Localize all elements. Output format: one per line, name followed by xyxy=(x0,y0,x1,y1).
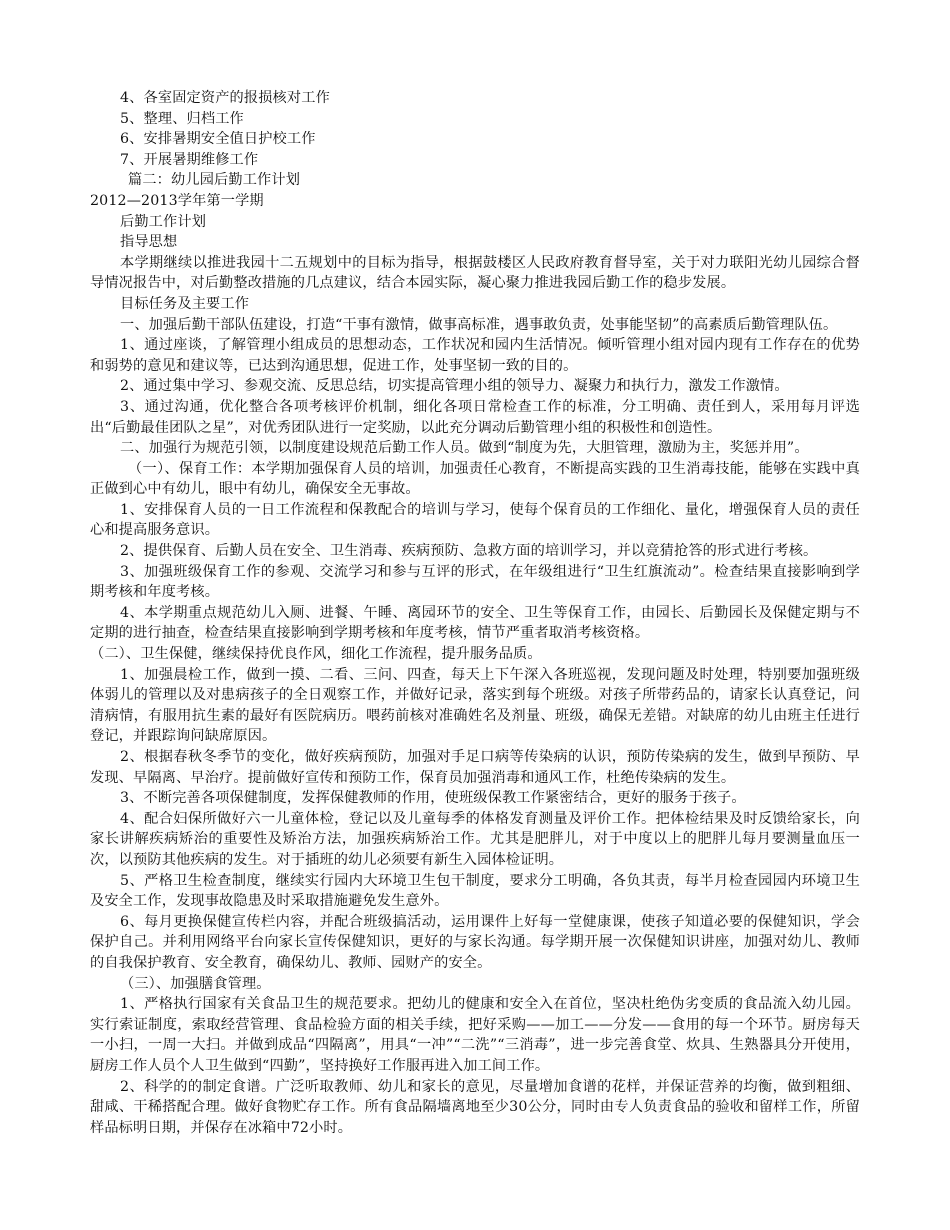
paragraph: 4、配合妇保所做好六一儿童体检，登记以及儿童每季的体格发育测量及评价工作。把体检结果及时反馈给家长，向家长讲解疾病矫治的重要性及矫治方法，加强疾病矫治工作。尤其是肥胖儿，对于中度以上的肥胖儿每月要测量血压一次，以预防其他疾病的发生。对于插班的幼儿必须要有新生入园体检证明。 xyxy=(90,810,860,868)
subsection-health: （二）、卫生保健，继续保持优良作风，细化工作流程，提升服务品质。 xyxy=(90,646,542,663)
heading-guiding-thought: 指导思想 xyxy=(120,234,178,251)
subsection-meals: （三）、加强膳食管理。 xyxy=(120,975,271,992)
list-item-4: 4、各室固定资产的报损核对工作 xyxy=(120,90,330,106)
paragraph: 二、加强行为规范引领，以制度建设规范后勤工作人员。做到“制度为先，大胆管理，激励为主，奖惩并用”。 xyxy=(120,440,809,457)
paragraph: 本学期继续以推进我园十二五规划中的目标为指导，根据鼓楼区人民政府教育督导室，关于对力联阳光幼儿园综合督导情况报告中，对后勤整改措施的几点建议，结合本园实际，凝心聚力推进我园后勤工作的稳步发展。 xyxy=(90,254,860,292)
paragraph: 5、严格卫生检查制度，继续实行园内大环境卫生包干制度，要求分工明确，各负其责，每半月检查园园内环境卫生及安全工作，发现事故隐患及时采取措施避免发生意外。 xyxy=(90,872,860,910)
list-item-6: 6、安排暑期安全值日护校工作 xyxy=(120,131,316,148)
list-item-7: 7、开展暑期维修工作 xyxy=(120,151,259,168)
paragraph: 3、通过沟通，优化整合各项考核评价机制，细化各项日常检查工作的标准，分工明确、责任到人，采用每月评选出“后勤最佳团队之星”，对优秀团队进行一定奖励，以此充分调动后勤管理小组的积极性和创造性。 xyxy=(90,398,860,436)
paragraph: 2、根据春秋冬季节的变化，做好疾病预防，加强对手足口病等传染病的认识，预防传染病的发生，做到早预防、早发现、早隔离、早治疗。提前做好宣传和预防工作，保育员加强消毒和通风工作，杜绝传染病的发生。 xyxy=(90,749,860,786)
paragraph: 3、加强班级保育工作的参观、交流学习和参与互评的形式，在年级组进行“卫生红旗流动”。检查结果直接影响到学期考核和年度考核。 xyxy=(90,563,860,601)
paragraph: 1、安排保育人员的一日工作流程和保教配合的培训与学习，使每个保育员的工作细化、量化，增强保育人员的责任心和提高服务意识。 xyxy=(90,501,860,539)
list-item-5: 5、整理、归档工作 xyxy=(120,110,244,127)
paragraph: 3、不断完善各项保健制度，发挥保健教师的作用，使班级保教工作紧密结合，更好的服务于孩子。 xyxy=(120,790,746,807)
paragraph: 1、通过座谈，了解管理小组成员的思想动态，工作状况和园内生活情况。倾听管理小组对园内现有工作存在的优势和弱势的意见和建议等，已达到沟通思想，促进工作，处事坚韧一致的目的。 xyxy=(90,337,860,374)
school-year: 2012—2013学年第一学期 xyxy=(90,192,264,209)
paragraph: 1、严格执行国家有关食品卫生的规范要求。把幼儿的健康和安全入在首位，坚决杜绝伪劣变质的食品流入幼儿园。实行索证制度，索取经营管理、食品检验方面的相关手续，把好采购——加工——分发——食用的每一个环节。厨房每天一小扫，一周一大扫。并做到成品“四隔离”，用具“一冲”“二洗”“三消毒”，进一步完善食堂、炊具、生熟器具分开使用，厨房工作人员个人卫生做到“四勤”，坚持换好工作服再进入加工间工作。 xyxy=(90,996,860,1074)
heading-goals: 目标任务及主要工作 xyxy=(120,295,250,312)
section-title-2: 篇二：幼儿园后勤工作计划 xyxy=(128,172,301,189)
paragraph: 2、提供保育、后勤人员在安全、卫生消毒、疾病预防、急救方面的培训学习，并以竞猜抢答的形式进行考核。 xyxy=(120,543,818,560)
paragraph: 1、加强晨检工作，做到一摸、二看、三问、四查，每天上下午深入各班巡视，发现问题及时处理，特别要加强班级体弱儿的管理以及对患病孩子的全日观察工作，并做好记录，落实到每个班级。对孩子所带药品的，请家长认真登记，问清病情，有服用抗生素的最好有医院病历。喂药前核对准确姓名及剂量、班级，确保无差错。对缺席的幼儿由班主任进行登记，并跟踪询问缺席原因。 xyxy=(90,666,860,745)
paragraph: 2、科学的的制定食谱。广泛听取教师、幼儿和家长的意见，尽量增加食谱的花样，并保证营养的均衡，做到粗细、甜咸、干稀搭配合理。做好食物贮存工作。所有食品隔墙离地至少30公分，同时由专人负责食品的验收和留样工作，所留样品标明日期，并保存在冰箱中72小时。 xyxy=(90,1078,860,1136)
paragraph: 2、通过集中学习、参观交流、反思总结，切实提高管理小组的领导力、凝聚力和执行力，激发工作激情。 xyxy=(120,378,789,395)
paragraph: 6、每月更换保健宣传栏内容，并配合班级搞活动，运用课件上好每一堂健康课，使孩子知道必要的保健知识，学会保护自己。并利用网络平台向家长宣传保健知识，更好的与家长沟通。每学期开展一次保健知识讲座，加强对幼儿、教师的自我保护教育、安全教育，确保幼儿、教师、园财产的安全。 xyxy=(90,913,860,971)
paragraph: 4、本学期重点规范幼儿入厕、进餐、午睡、离园环节的安全、卫生等保育工作，由园长、后勤园长及保健定期与不定期的进行抽查，检查结果直接影响到学期考核和年度考核，情节严重者取消考核资格。 xyxy=(90,604,860,642)
paragraph: 一、加强后勤干部队伍建设，打造“干事有激情，做事高标准，遇事敢负责，处事能坚韧”的高素质后勤管理队伍。 xyxy=(120,316,838,333)
plan-title: 后勤工作计划 xyxy=(120,213,207,230)
subsection-childcare: （一）、保育工作：本学期加强保育人员的培训，加强责任心教育，不断提高实践的卫生消毒技能，能够在实践中真正做到心中有幼儿，眼中有幼儿，确保安全无事故。 xyxy=(90,460,860,498)
